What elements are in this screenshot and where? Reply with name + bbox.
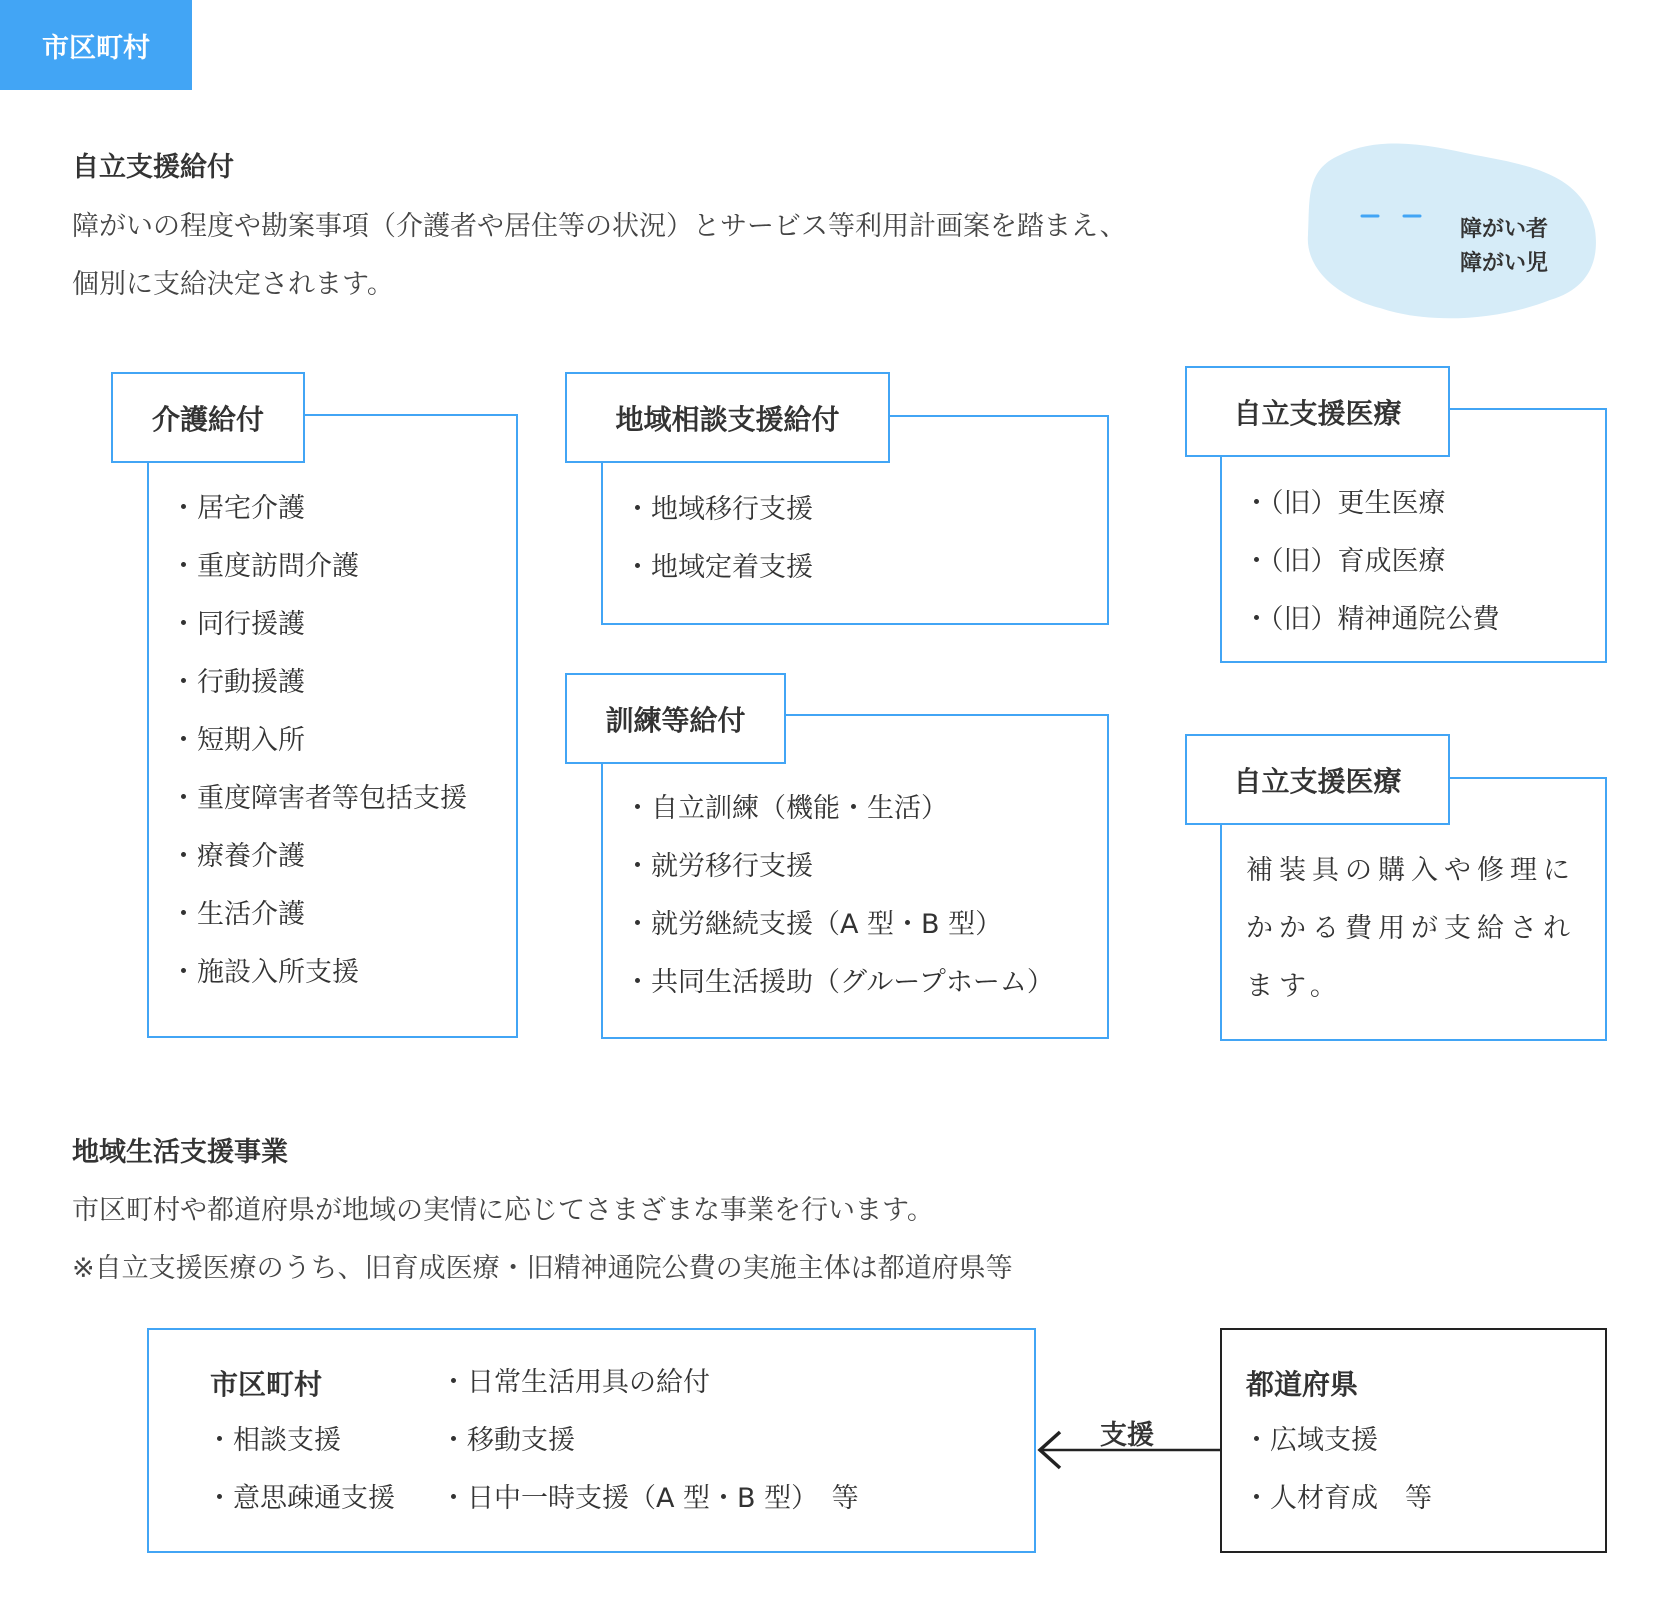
list-item: ・就労継続支援（A 型・B 型） bbox=[624, 909, 1003, 940]
list-item: ・日常生活用具の給付 bbox=[440, 1367, 710, 1398]
hosougu-line: ます。 bbox=[1246, 971, 1343, 1002]
list-item: ・意思疎通支援 bbox=[206, 1483, 395, 1514]
list-item: ・地域移行支援 bbox=[624, 494, 813, 525]
list-item: ・重度障害者等包括支援 bbox=[170, 783, 467, 814]
kaigo-list bbox=[170, 480, 467, 1002]
shiku-box-title: 市区町村 bbox=[210, 1368, 323, 1401]
section-desc-jiritsu bbox=[72, 198, 1282, 314]
iryo-title: 自立支援医療 bbox=[1185, 366, 1450, 457]
list-item: ・療養介護 bbox=[170, 841, 305, 872]
todofuken-list bbox=[1243, 1412, 1432, 1528]
section-desc-line2: 個別に支給決定されます。 bbox=[72, 269, 394, 300]
list-item: ・生活介護 bbox=[170, 899, 305, 930]
list-item: ・短期入所 bbox=[170, 725, 305, 756]
section-title-chiiki: 地域生活支援事業 bbox=[72, 1137, 288, 1168]
hosougu-text bbox=[1246, 842, 1576, 1016]
list-item: ・移動支援 bbox=[440, 1425, 575, 1456]
chiiki-soudan-title: 地域相談支援給付 bbox=[565, 372, 890, 463]
list-item: ・人材育成 等 bbox=[1243, 1483, 1432, 1514]
list-item: ・相談支援 bbox=[206, 1425, 341, 1456]
iryo-list bbox=[1243, 475, 1500, 649]
hosougu-line: 補装具の購入や修理に bbox=[1246, 855, 1576, 886]
cloud-icon bbox=[1300, 140, 1600, 325]
list-item: ・広域支援 bbox=[1243, 1425, 1378, 1456]
list-item: ・施設入所支援 bbox=[170, 957, 359, 988]
kunren-title: 訓練等給付 bbox=[565, 673, 786, 764]
section-desc-line1: 市区町村や都道府県が地域の実情に応じてさまざまな事業を行います。 bbox=[72, 1195, 934, 1226]
cloud-label bbox=[1460, 213, 1548, 281]
section-desc-line1: 障がいの程度や勘案事項（介護者や居住等の状況）とサービス等利用計画案を踏まえ、 bbox=[72, 211, 1127, 242]
cloud-label-line2: 障がい児 bbox=[1460, 251, 1549, 276]
kaigo-title: 介護給付 bbox=[111, 372, 305, 463]
arrow-label: 支援 bbox=[1100, 1420, 1154, 1451]
region-tab: 市区町村 bbox=[0, 0, 192, 90]
list-item: ・自立訓練（機能・生活） bbox=[624, 793, 948, 824]
cloud-label-line1: 障がい者 bbox=[1460, 217, 1549, 242]
list-item: ・日中一時支援（A 型・B 型） 等 bbox=[440, 1483, 859, 1514]
list-item: ・就労移行支援 bbox=[624, 851, 813, 882]
list-item: ・（旧）更生医療 bbox=[1243, 488, 1446, 519]
shiku-right-list bbox=[440, 1354, 859, 1528]
hosougu-line: かかる費用が支給され bbox=[1246, 913, 1576, 944]
list-item: ・地域定着支援 bbox=[624, 552, 813, 583]
list-item: ・共同生活援助（グループホーム） bbox=[624, 967, 1054, 998]
list-item: ・同行援護 bbox=[170, 609, 305, 640]
list-item: ・（旧）精神通院公費 bbox=[1243, 604, 1500, 635]
list-item: ・居宅介護 bbox=[170, 493, 305, 524]
kunren-list bbox=[624, 780, 1054, 1012]
list-item: ・（旧）育成医療 bbox=[1243, 546, 1446, 577]
shiku-left-list bbox=[206, 1412, 395, 1528]
todofuken-box-title: 都道府県 bbox=[1246, 1368, 1359, 1401]
section-desc-chiiki bbox=[72, 1182, 1372, 1298]
hosougu-title: 自立支援医療 bbox=[1185, 734, 1450, 825]
section-desc-line2: ※自立支援医療のうち、旧育成医療・旧精神通院公費の実施主体は都道府県等 bbox=[72, 1253, 1013, 1284]
list-item: ・重度訪問介護 bbox=[170, 551, 359, 582]
section-title-jiritsu: 自立支援給付 bbox=[72, 152, 234, 183]
list-item: ・行動援護 bbox=[170, 667, 305, 698]
chiiki-soudan-list bbox=[624, 481, 813, 597]
